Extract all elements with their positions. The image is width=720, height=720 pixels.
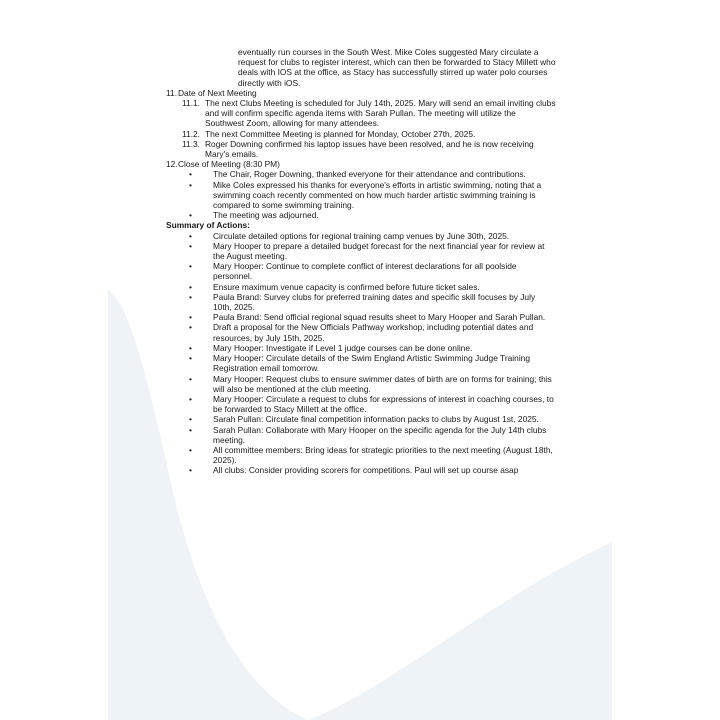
list-item bbox=[188, 241, 556, 261]
document-body bbox=[166, 47, 556, 476]
summary-list bbox=[166, 231, 556, 476]
list-item bbox=[188, 261, 556, 281]
sub-item-text: The next Clubs Meeting is scheduled for July 14th, 2025. Mary will send an email inviting clubs and will confirm specific agenda items with Sarah Pullan. The meeting will utilize the Southwest Zoom, allowing for many attendees. bbox=[205, 98, 556, 129]
bullet-icon: • bbox=[189, 261, 192, 272]
list-item-text: Paula Brand: Survey clubs for preferred training dates and specific skill focuses by July 10th, 2025. bbox=[213, 291, 536, 313]
list-item-text: Draft a proposal for the New Officials Pathway workshop, including potential dates and resources, by July 15th, 2025. bbox=[213, 322, 534, 343]
list-item bbox=[188, 292, 556, 312]
bullet-icon: • bbox=[189, 465, 192, 476]
list-item-text: All clubs: Consider providing scorers for competitions. Paul will set up course asap bbox=[213, 465, 519, 476]
bullet-icon: • bbox=[189, 414, 192, 425]
list-item-text: Mary Hooper: Circulate a request to clubs for expressions of interest in coaching courses, to be forwarded to Stacy Millett at the office. bbox=[213, 393, 554, 415]
sub-item-number: 11.3. bbox=[182, 138, 201, 149]
sub-item bbox=[182, 139, 556, 159]
bullet-icon: • bbox=[189, 312, 192, 323]
section-title: Close of Meeting (8:30 PM) bbox=[178, 159, 280, 170]
sub-item-text: The next Committee Meeting is planned for Monday, October 27th, 2025. bbox=[205, 128, 476, 139]
bullet-icon: • bbox=[189, 230, 192, 241]
list-item bbox=[188, 374, 556, 394]
list-item-text: Sarah Pullan: Circulate final competition information packs to clubs by August 1st, 2025. bbox=[213, 414, 539, 425]
list-item bbox=[188, 445, 556, 465]
document-page bbox=[108, 0, 612, 720]
bullet-icon: • bbox=[189, 240, 192, 251]
list-item bbox=[188, 343, 556, 353]
list-item-text: All committee members: Bring ideas for strategic priorities to the next meeting (August 18th, 2025). bbox=[213, 444, 553, 466]
list-item bbox=[188, 282, 556, 292]
bullet-icon: • bbox=[189, 424, 192, 435]
bullet-icon: • bbox=[189, 281, 192, 292]
summary-heading: Summary of Actions: bbox=[166, 220, 250, 231]
list-item bbox=[188, 312, 556, 322]
sub-item-number: 11.1. bbox=[182, 98, 201, 109]
list-item-text: Mike Coles expressed his thanks for everyone's efforts in artistic swimming, noting that a swimming coach recently commented on how much harder artistic swimming training is compared to some swimming training. bbox=[213, 179, 542, 211]
continuation-paragraph: eventually run courses in the South West. Mike Coles suggested Mary circulate a request for clubs to register interest, which can then be forwarded to Stacy Millett who deals with IOS at the office, as Stacy has successfully stirred up water polo courses directly with iOS. bbox=[238, 47, 556, 88]
list-item-text: Mary Hooper: Request clubs to ensure swimmer dates of birth are on forms for training; this will also be mentioned at the club meeting. bbox=[213, 373, 552, 394]
sub-item-text: Roger Downing confirmed his laptop issues have been resolved, and he is now receiving Mary's emails. bbox=[205, 138, 534, 160]
list-item bbox=[188, 231, 556, 241]
list-item-text: Mary Hooper: Continue to complete conflict of interest declarations for all poolside personnel. bbox=[213, 261, 517, 282]
list-item bbox=[188, 353, 556, 373]
bullet-icon: • bbox=[189, 342, 192, 353]
list-item bbox=[188, 169, 556, 179]
bullet-icon: • bbox=[189, 393, 192, 404]
bullet-icon: • bbox=[189, 169, 192, 180]
list-item bbox=[188, 465, 556, 475]
bullet-icon: • bbox=[189, 179, 192, 190]
list-item-text: Ensure maximum venue capacity is confirmed before future ticket sales. bbox=[213, 281, 480, 292]
list-item-text: The Chair, Roger Downing, thanked everyone for their attendance and contributions. bbox=[213, 169, 526, 180]
section-number: 11. bbox=[166, 87, 178, 98]
bullet-icon: • bbox=[189, 353, 192, 364]
section-title: Date of Next Meeting bbox=[178, 87, 257, 98]
section-11-heading bbox=[166, 88, 556, 98]
section-12-heading bbox=[166, 159, 556, 169]
sub-item bbox=[182, 98, 556, 129]
list-item bbox=[188, 394, 556, 414]
list-item-text: Mary Hooper: Circulate details of the Swim England Artistic Swimming Judge Training Registration email tomorrow. bbox=[213, 353, 530, 374]
bullet-icon: • bbox=[189, 444, 192, 455]
list-item-text: Sarah Pullan: Collaborate with Mary Hooper on the specific agenda for the July 14th clubs meeting. bbox=[213, 424, 547, 445]
bullet-icon: • bbox=[189, 291, 192, 302]
bullet-icon: • bbox=[189, 322, 192, 333]
list-item-text: Circulate detailed options for regional training camp venues by June 30th, 2025. bbox=[213, 230, 510, 241]
list-item-text: Paula Brand: Send official regional squad results sheet to Mary Hooper and Sarah Pullan. bbox=[213, 312, 546, 323]
list-item bbox=[188, 322, 556, 342]
list-item bbox=[188, 180, 556, 211]
sub-item bbox=[182, 129, 556, 139]
list-item bbox=[188, 425, 556, 445]
list-item-text: The meeting was adjourned. bbox=[213, 210, 319, 221]
list-item bbox=[188, 414, 556, 424]
bullet-icon: • bbox=[189, 373, 192, 384]
bullet-icon: • bbox=[189, 210, 192, 221]
list-item-text: Mary Hooper to prepare a detailed budget forecast for the next financial year for review at the August meeting. bbox=[213, 240, 545, 262]
list-item-text: Mary Hooper: Investigate if Level 1 judge courses can be done online. bbox=[213, 342, 473, 353]
list-item bbox=[188, 210, 556, 220]
sub-item-number: 11.2. bbox=[182, 128, 201, 139]
section-number: 12. bbox=[166, 159, 178, 170]
